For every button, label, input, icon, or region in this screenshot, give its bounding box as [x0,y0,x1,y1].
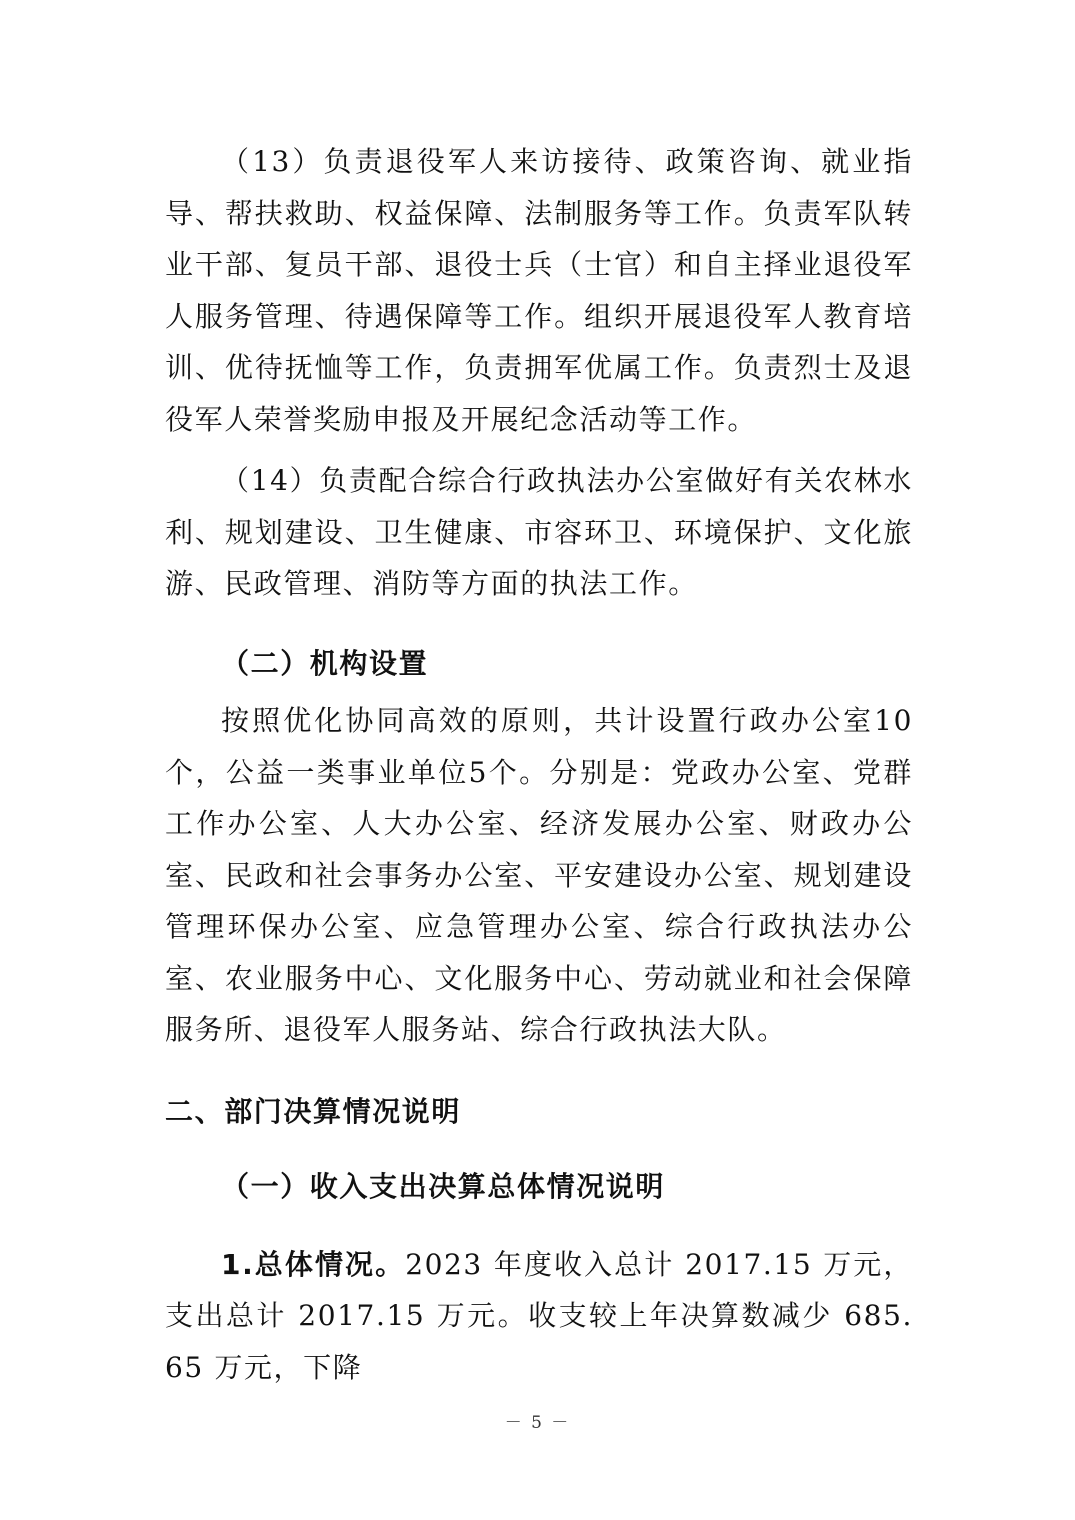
paragraph-item-14: （14）负责配合综合行政执法办公室做好有关农林水利、规划建设、卫生健康、市容环卫、环境保护、文化旅游、民政管理、消防等方面的执法工作。 [165,464,913,600]
overall-lead: 1.总体情况。 [221,1247,406,1281]
overall-text: 2023 年度收入总计 2017.15 万元，支出总计 2017.15 万元。收支较上年决算数减少 685.65 万元，下降 [165,1247,913,1384]
paragraph-org-setup: 按照优化协同高效的原则，共计设置行政办公室10个，公益一类事业单位5个。分别是：党政办公室、党群工作办公室、人大办公室、经济发展办公室、财政办公室、民政和社会事务办公室、平安建设办公室、规划建设管理环保办公室、应急管理办公室、综合行政执法办公室、农业服务中心、文化服务中心、劳动就业和社会保障服务所、退役军人服务站、综合行政执法大队。 [165,704,913,1046]
heading-section-2: 二、部门决算情况说明 [165,1094,462,1128]
paragraph-item-13: （13）负责退役军人来访接待、政策咨询、就业指导、帮扶救助、权益保障、法制服务等工作。负责军队转业干部、复员干部、退役士兵（士官）和自主择业退役军人服务管理、待遇保障等工作。组织开展退役军人教育培训、优待抚恤等工作，负责拥军优属工作。负责烈士及退役军人荣誉奖励申报及开展纪念活动等工作。 [165,145,913,436]
paragraph-overall [165,1239,913,1394]
heading-org-setup: （二）机构设置 [221,646,429,680]
document-body [165,136,913,1393]
heading-income-expense: （一）收入支出决算总体情况说明 [221,1170,666,1203]
page-number: － 5 － [504,1413,571,1433]
